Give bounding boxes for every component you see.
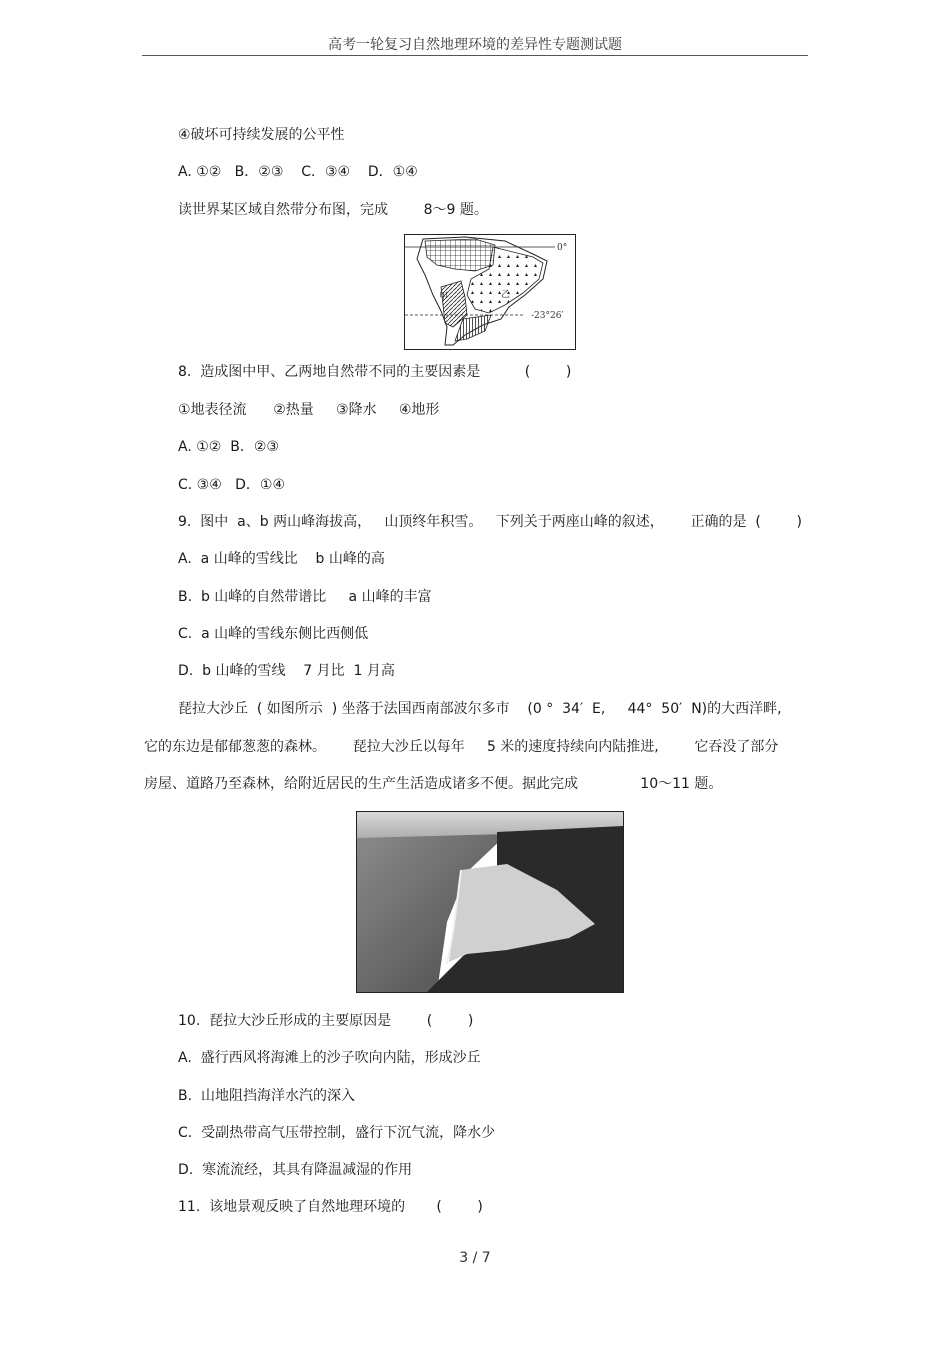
label-yi: 乙 xyxy=(501,290,511,300)
factor-list: ①地表径流 ②热量 ③降水 ④地形 xyxy=(178,402,440,418)
equator-label: 0° xyxy=(557,243,568,253)
choice-line: B. b 山峰的自然带谱比 a 山峰的丰富 xyxy=(178,589,432,605)
choice-line: D. 寒流流经，其具有降温减湿的作用 xyxy=(178,1162,413,1178)
instruction-line: 读世界某区域自然带分布图，完成 8～9 题。 xyxy=(178,202,488,218)
question-10: 10. 琵拉大沙丘形成的主要原因是 ( ) xyxy=(178,1013,474,1029)
question-9: 9. 图中 a、b 两山峰海拔高， 山顶终年积雪。 下列关于两座山峰的叙述， 正确的是 ( ) xyxy=(178,514,802,530)
choice-line: C. 受副热带高气压带控制，盛行下沉气流，降水少 xyxy=(178,1125,496,1141)
choice-line: A. 盛行西风将海滩上的沙子吹向内陆，形成沙丘 xyxy=(178,1050,481,1066)
choice-line: A. ①② B．②③ xyxy=(178,439,279,455)
header-divider xyxy=(142,55,808,56)
page-header: 高考一轮复习自然地理环境的差异性专题测试题 xyxy=(328,37,622,53)
choice-line: D. b 山峰的雪线 7 月比 1 月高 xyxy=(178,663,395,679)
label-jia: 甲 xyxy=(439,292,449,302)
question-11: 11. 该地景观反映了自然地理环境的 ( ) xyxy=(178,1199,483,1215)
dune-photo xyxy=(356,811,624,993)
choice-line: C. ③④ D．①④ xyxy=(178,477,286,493)
page-number: 3 / 7 xyxy=(459,1250,491,1266)
choice-line: B. 山地阻挡海洋水汽的深入 xyxy=(178,1088,355,1104)
choice-line: A. a 山峰的雪线比 b 山峰的高 xyxy=(178,551,385,567)
choice-line: A. ①② B．②③ C．③④ D．①④ xyxy=(178,164,418,180)
passage-line: 房屋、道路乃至森林，给附近居民的生产生活造成诸多不便。据此完成 10～11 题。 xyxy=(144,776,723,792)
choice-line: C. a 山峰的雪线东侧比西侧低 xyxy=(178,626,369,642)
passage-line: 它的东边是郁郁葱葱的森林。 琵拉大沙丘以每年 5 米的速度持续向内陆推进, 它吞没了部分 xyxy=(144,739,779,755)
passage-line: 琵拉大沙丘 ( 如图所示 ) 坐落于法国西南部波尔多市 (0 ° 34′ E, 44° 50′ N)的大西洋畔, xyxy=(178,701,782,717)
option-line: ④破坏可持续发展的公平性 xyxy=(178,127,345,143)
tropic-label: -23°26′ xyxy=(531,311,564,321)
question-8: 8. 造成图中甲、乙两地自然带不同的主要因素是 ( ) xyxy=(178,364,572,380)
natural-zone-map xyxy=(404,234,576,350)
